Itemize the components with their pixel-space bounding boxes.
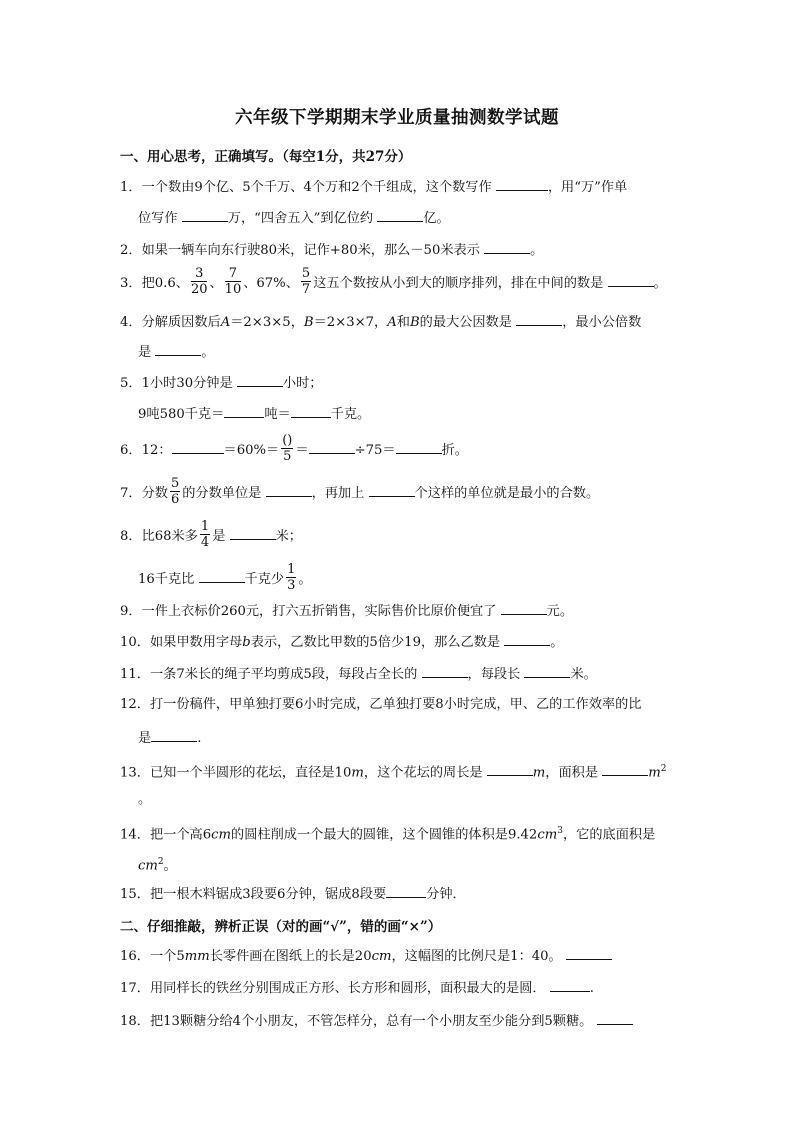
answer-blank[interactable]: [230, 527, 276, 540]
answer-blank[interactable]: [172, 441, 224, 454]
question-12: 12．打一份稿件，甲单独打要6小时完成，乙单独打要8小时完成，甲、乙的工作效率的比: [120, 697, 642, 712]
answer-blank[interactable]: [602, 763, 648, 776]
question-5-cont: 9吨580千克＝ 吨＝ 千克。: [138, 407, 371, 422]
section-heading-fill-in: 一、用心思考，正确填写。（每空1分，共27分）: [120, 149, 412, 165]
question-13-cont: 。: [138, 792, 152, 807]
answer-blank[interactable]: [224, 405, 264, 418]
fraction: $\frac{()}{5}$: [282, 433, 293, 464]
question-1-cont: 位写作 万，“四舍五入”到亿位约 亿。: [138, 211, 450, 226]
question-7: 7．分数 $\frac{5}{6}$ 的分数单位是 ，再加上 个这样的单位就是最小的合数。: [120, 476, 600, 507]
answer-blank[interactable]: [550, 979, 590, 992]
answer-blank[interactable]: [155, 343, 201, 356]
question-4-cont: 是 。: [138, 345, 215, 360]
question-4: 4．分解质因数后A＝2×3×5，B＝2×3×7，A和B的最大公因数是 ，最小公倍数: [120, 315, 642, 330]
answer-blank[interactable]: [151, 729, 197, 742]
answer-blank[interactable]: [291, 405, 331, 418]
question-15: 15．把一根木料锯成3段要6分钟，锯成8段要 分钟．: [120, 887, 466, 902]
answer-blank[interactable]: [377, 209, 423, 222]
fraction: $\frac{5}{6}$: [170, 476, 180, 507]
answer-blank[interactable]: [487, 763, 533, 776]
question-18: 18．把13颗糖分给4个小朋友，不管怎样分，总有一个小朋友至少能分到5颗糖。: [120, 1012, 633, 1030]
answer-blank[interactable]: [608, 274, 654, 287]
question-16: 16．一个5mm长零件画在图纸上的长是20cm，这幅图的比例尺是1：40。: [120, 947, 612, 965]
question-2: 2．如果一辆车向东行驶80米，记作+80米，那么－50米表示 。: [120, 243, 544, 258]
question-6: 6．12： ＝60%＝ $\frac{()}{5}$ ＝ ÷75＝ 折。: [120, 433, 468, 464]
fraction: $\frac{1}{4}$: [200, 519, 210, 550]
answer-blank[interactable]: [597, 1012, 633, 1025]
answer-blank[interactable]: [484, 241, 530, 254]
answer-blank[interactable]: [369, 484, 415, 497]
question-11: 11．一条7米长的绳子平均剪成5段，每段占全长的 ，每段长 米。: [120, 667, 597, 682]
fraction: $\frac{3}{20}$: [190, 266, 208, 297]
section-heading-true-false: 二、仔细推敲，辨析正误（对的画“√”，错的画“×”）: [120, 919, 442, 935]
answer-blank[interactable]: [516, 313, 562, 326]
answer-blank[interactable]: [237, 374, 283, 387]
answer-blank[interactable]: [396, 441, 442, 454]
question-10: 10．如果甲数用字母b表示，乙数比甲数的5倍少19，那么乙数是 。: [120, 635, 564, 650]
answer-blank[interactable]: [524, 665, 570, 678]
answer-blank[interactable]: [566, 947, 612, 960]
question-1: 1．一个数由9个亿、5个千万、4个万和2个千组成，这个数写作 ，用“万”作单: [120, 180, 628, 195]
question-14: 14．把一个高6cm的圆柱削成一个最大的圆锥，这个圆锥的体积是$9.42cm^3$，它的底面积是: [120, 826, 656, 843]
answer-blank[interactable]: [504, 633, 550, 646]
fraction: $\frac{7}{10}$: [224, 266, 242, 297]
answer-blank[interactable]: [386, 885, 426, 898]
question-8-cont: 16千克比 千克少 $\frac{1}{3}$ 。: [138, 562, 312, 593]
question-8: 8．比68米多 $\frac{1}{4}$ 是 米；: [120, 519, 302, 550]
answer-blank[interactable]: [266, 484, 312, 497]
answer-blank[interactable]: [199, 570, 245, 583]
question-14-cont: $cm^2$。: [138, 857, 177, 874]
question-17: 17．用同样长的铁丝分别围成正方形、长方形和圆形，面积最大的是圆． .: [120, 981, 594, 996]
answer-blank[interactable]: [496, 178, 548, 191]
answer-blank[interactable]: [309, 441, 355, 454]
question-5: 5．1小时30分钟是 小时；: [120, 376, 323, 391]
page-title: 六年级下学期期末学业质量抽测数学试题: [235, 108, 559, 128]
question-13: 13．已知一个半圆形的花坛，直径是10m，这个花坛的周长是 m，面积是 $m^2$: [120, 764, 667, 781]
question-3: 3．把0.6、 $\frac{3}{20}$ 、 $\frac{7}{10}$ 、67%、 $\frac{5}{7}$ 这五个数按从小到大的顺序排列，排在中间的数是 。: [120, 266, 667, 297]
answer-blank[interactable]: [501, 602, 547, 615]
question-12-cont: 是 .: [138, 731, 202, 746]
answer-blank[interactable]: [182, 209, 228, 222]
question-9: 9．一件上衣标价260元，打六五折销售，实际售价比原价便宜了 元。: [120, 604, 574, 619]
answer-blank[interactable]: [422, 665, 468, 678]
fraction: $\frac{1}{3}$: [287, 562, 296, 593]
fraction: $\frac{5}{7}$: [301, 266, 311, 297]
